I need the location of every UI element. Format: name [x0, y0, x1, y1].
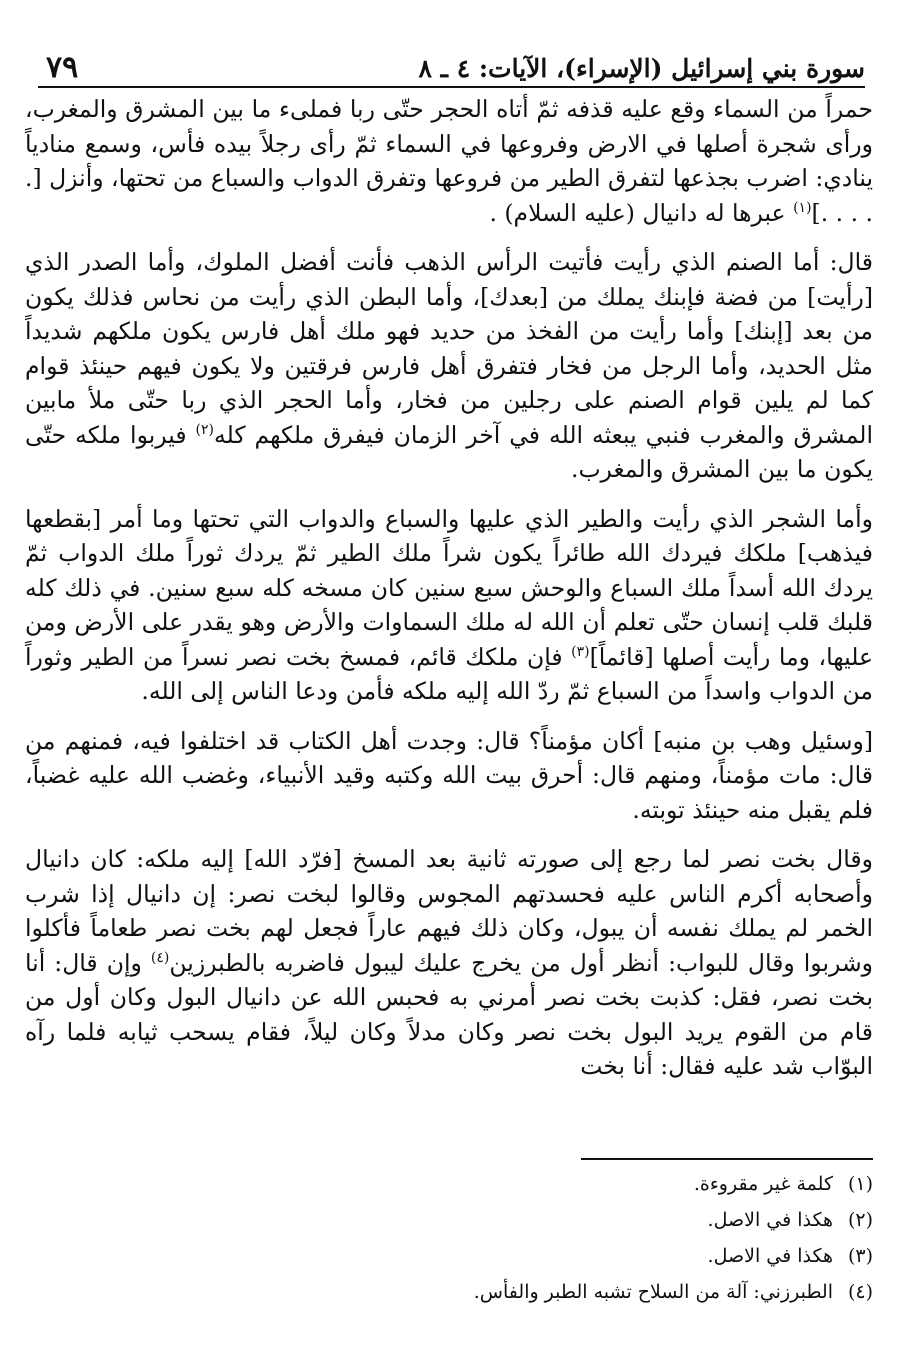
footnote [25, 1170, 873, 1199]
footnote-text: هكذا في الاصل. [707, 1245, 833, 1267]
footnote-text: الطبرزني: آلة من السلاح تشبه الطبر والفأس. [473, 1281, 833, 1303]
footnote-divider [581, 1158, 873, 1160]
paragraph [25, 92, 873, 230]
footnote-number: (٣) [847, 1245, 873, 1267]
footnote-text: كلمة غير مقروءة. [693, 1173, 833, 1195]
footnote-number: (٤) [847, 1281, 873, 1303]
page-header [38, 28, 865, 88]
footnote [25, 1206, 873, 1235]
paragraph-text: عبرها له دانيال (عليه السلام) . [489, 198, 794, 227]
paragraph-text: وقال بخت نصر لما رجع إلى صورته ثانية بعد المسخ [فرّد الله] إليه ملكه: كان دانيال وأصحابه أكرم الناس عليه فحسدتهم المجوس وقالوا لبخت نصر: إن دانيال إذا شرب الخمر لم يملك نفسه أن يبول، وكان ذلك فيهم عاراً فجعل لهم بخت نصر طعاماً فأكلوا وشربوا وقال للبواب: أنظر أول من يخرج عليك ليبول فاضربه بالطبرزين [25, 845, 873, 977]
paragraph-text: وإن قال: أنا بخت نصر، فقل: كذبت بخت نصر أمرني به فحبس الله عن دانيال البول وكان أول من قام من القوم يريد البول بخت نصر وكان مدلاً وكان ليلاً، فقام يسحب ثيابه فلما رآه البوّاب شد عليه فقال: أنا بخت [25, 948, 873, 1080]
footnote-reference: (٤) [150, 949, 170, 966]
paragraph-text: حمراً من السماء وقع عليه قذفه ثمّ أتاه الحجر حتّى ربا فملىء ما بين المشرق والمغرب، ورأى شجرة أصلها في الارض وفروعها في السماء ثمّ رأى رجلاً بيده فأس، وسمع منادياً ينادي: اضرب بجذعها لتفرق الطير من فروعها وتفرق الدواب والسباع من تحتها، وأنزل [. . . . .] [25, 95, 873, 227]
paragraph-text: وأما الشجر الذي رأيت والطير الذي عليها والسباع والدواب التي تحتها وما أمر [بقطعها فيذهب] ملكك فيردك الله طائراً يكون شراً ملك الطير ثمّ يردك ثوراً ملك الدواب ثمّ يردك الله أسداً ملك السباع والوحش سبع سنين كان مسخه كله سبع سنين. في ذلك كله قلبك قلب إنسان حتّى تعلم أن الله له ملك السماوات والأرض وهو يقدر على الأرض ومن عليها، وما رأيت أصلها [قائماً] [25, 504, 873, 671]
paragraph-text: قال: أما الصنم الذي رأيت فأتيت الرأس الذهب فأنت أفضل الملوك، وأما الصدر الذي [رأيت] من فضة فإبنك يملك من [بعدك]، وأما البطن الذي رأيت من نحاس فذلك يكون من بعد [إبنك] وأما رأيت من الفخذ من حديد فهو ملك أهل فارس يكون ملكهم شديداً مثل الحديد، وأما الرجل من فخار فتفرق أهل فارس فرقتين ولا يكون فيهم حينئذ قوام كما لم يلين قوام الصنم على رجلين من فخار، وأما الحجر الذي ربا حتّى ملأ مابين المشرق والمغرب فنبي يبعثه الله في آخر الزمان فيفرق ملكهم كله [25, 248, 873, 449]
footnote [25, 1242, 873, 1271]
paragraph [25, 502, 873, 709]
footnote [25, 1278, 873, 1307]
footnote-reference: (٢) [195, 421, 214, 438]
running-title: سورة بني إسرائيل (الإسراء)، الآيات: ٤ ـ ٨ [418, 54, 865, 83]
paragraph-text: فإن ملكك قائم، فمسخ بخت نصر نسراً من الطير وثوراً من الدواب واسداً من السباع ثمّ ردّ الله إليه ملكه فأمن ودعا الناس إلى الله. [25, 642, 873, 705]
body-text [25, 92, 873, 1099]
paragraph-text: [وسئيل وهب بن منبه] أكان مؤمناً؟ قال: وجدت أهل الكتاب قد اختلفوا فيه، فمنهم من قال: مات مؤمناً، ومنهم قال: أحرق بيت الله وكتبه وقيد الأنبياء، وغضب الله عليه غضباً، فلم يقبل منه حينئذ توبته. [25, 726, 873, 824]
footnote-number: (٢) [847, 1209, 873, 1231]
footnote-reference: (١) [793, 199, 812, 216]
footnote-number: (١) [847, 1173, 873, 1195]
paragraph [25, 724, 873, 828]
page-number: ٧٩ [46, 50, 79, 85]
paragraph [25, 245, 873, 487]
footnotes [25, 1170, 873, 1314]
paragraph [25, 842, 873, 1084]
footnote-reference: (٣) [571, 643, 590, 660]
footnote-text: هكذا في الاصل. [707, 1209, 833, 1231]
paragraph-text: فيربوا ملكه حتّى يكون ما بين المشرق والمغرب. [25, 420, 873, 483]
